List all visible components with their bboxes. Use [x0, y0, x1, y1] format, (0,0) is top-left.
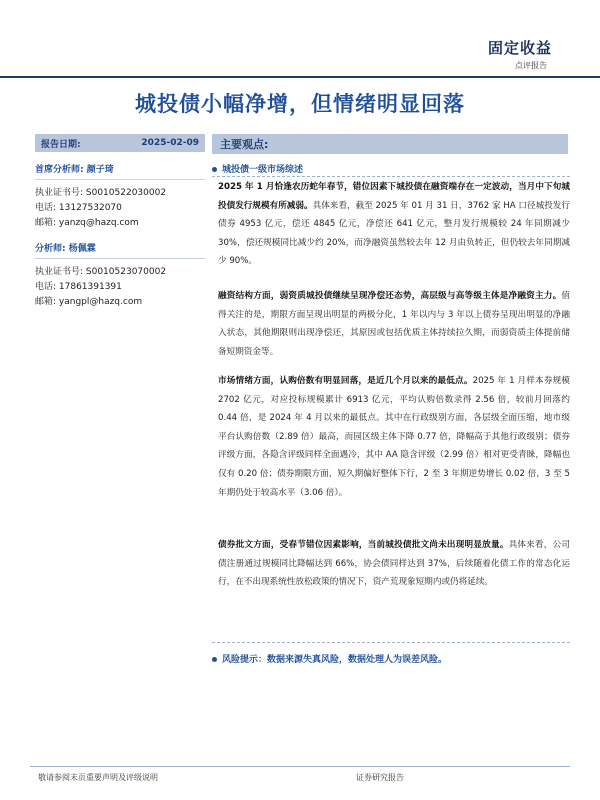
- section-label-text: 城投债一级市场综述: [222, 165, 304, 175]
- divider: [35, 258, 205, 259]
- bullet-icon: [212, 167, 217, 172]
- analyst-1-heading: 首席分析师: 颜子琦: [35, 165, 114, 175]
- risk-warning: [212, 652, 447, 665]
- risk-divider: [212, 642, 570, 643]
- risk-warning-text: 风险提示：数据来源失真风险，数据处理人为误差风险。: [222, 655, 448, 665]
- header-divider: [0, 76, 600, 78]
- footer-disclaimer-link[interactable]: 敬请参阅末页重要声明及评级说明: [38, 773, 158, 782]
- section-label: [212, 162, 303, 175]
- paragraph-3-body: 2025 年 1 月样本券规模 2702 亿元，对应投标规模累计 6913 亿元，平均认购倍数录得 2.56 倍，较前月回落约 0.44 倍，是 2024 年 4 月以来的最低点。其中在行政级别方面，各层级全面压缩，地市级平台认购倍数（2.89 倍）最高，而园区级主体下降 0.77 倍，降幅高于其他行政级别；债券评级方面，各隐含评级同样全面遇冷，其中 AA 隐含评级（2.99 倍）相对更受青睐，降幅也仅有 0.20 倍；债券期限方面，短久期偏好整体下行，2 至 3 年期逆势增长 0.02 倍，3 至 5 年期仍处于较高水平（3.06 倍）。: [218, 376, 570, 498]
- paragraph-1-lead: 2025 年 1 月恰逢农历蛇年春节，错位因素下城投债在融资端存在一定波动，当月中下旬城投债发行规模有所减弱。: [218, 182, 570, 211]
- analyst-1-email[interactable]: 邮箱: yanzq@hazq.com: [35, 218, 139, 228]
- bullet-icon: [212, 657, 217, 662]
- paragraph-2-body: 值得关注的是，期限方面呈现出明显的两极分化，1 年以内与 3 年以上债券呈现出明显的净融入状态，其他期限则出现净偿还，其原因或包括优质主体持续拉久期，而弱资质主体提前储备短期资金等。: [218, 291, 570, 357]
- main-points-heading: 主要观点:: [220, 138, 269, 151]
- paragraph-1-body: 具体来看，截至 2025 年 01 月 31 日，3762 家 HA 口径城投发行债券 4953 亿元，偿还 4845 亿元，净偿还 641 亿元，整月发行规模较 24 年同期减少 30%，偿还规模同比减少约 20%，而净融资虽然较去年 12 月由负转正，但仍较去年同期减少 90%。: [218, 200, 570, 267]
- paragraph-4: [218, 536, 570, 592]
- paragraph-3-lead: 市场情绪方面，认购倍数有明显回落，是近几个月以来的最低点。: [218, 376, 473, 386]
- report-date-bar: [35, 134, 205, 152]
- paragraph-2: [218, 287, 570, 361]
- divider: [35, 179, 205, 180]
- footer-divider: [30, 766, 570, 767]
- paragraph-4-lead: 债券批文方面，受春节错位因素影响，当前城投债批文尚未出现明显放量。: [218, 540, 509, 550]
- page-title: 城投债小幅净增，但情绪明显回落: [135, 91, 465, 116]
- analyst-2-heading: 分析师: 杨佩霖: [35, 244, 96, 254]
- report-date-value: 2025-02-09: [141, 138, 199, 148]
- analyst-1-license: 执业证书号: S0010522030002: [35, 188, 167, 198]
- analyst-sidebar: [35, 134, 205, 310]
- paragraph-3: [218, 372, 570, 502]
- analyst-2-license: 执业证书号: S0010523070002: [35, 267, 167, 277]
- paragraph-1: [218, 178, 570, 271]
- footer-report-type: 证券研究报告: [356, 773, 404, 782]
- analyst-2-email[interactable]: 邮箱: yangpl@hazq.com: [35, 297, 143, 307]
- paragraph-2-lead: 融资结构方面，弱资质城投债继续呈现净偿还态势，高层级与高等级主体是净融资主力。: [218, 291, 562, 301]
- report-type-title: 固定收益: [487, 39, 552, 57]
- main-points-bar: [212, 134, 568, 154]
- paragraph-4-body: 具体来看，公司债注册通过规模同比降幅达到 66%，协会债同样达到 37%，后续随着化债工作的常态化运行，在不出现系统性放松政策的情况下，资产荒现象短期内或仍将延续。: [218, 540, 570, 588]
- report-type-subtitle: 点评报告: [515, 61, 547, 70]
- analyst-1-phone: 电话: 13127532070: [35, 203, 122, 213]
- analyst-2-phone: 电话: 17861391391: [35, 282, 122, 292]
- section-divider: [212, 176, 570, 177]
- report-date-label: 报告日期:: [41, 139, 81, 150]
